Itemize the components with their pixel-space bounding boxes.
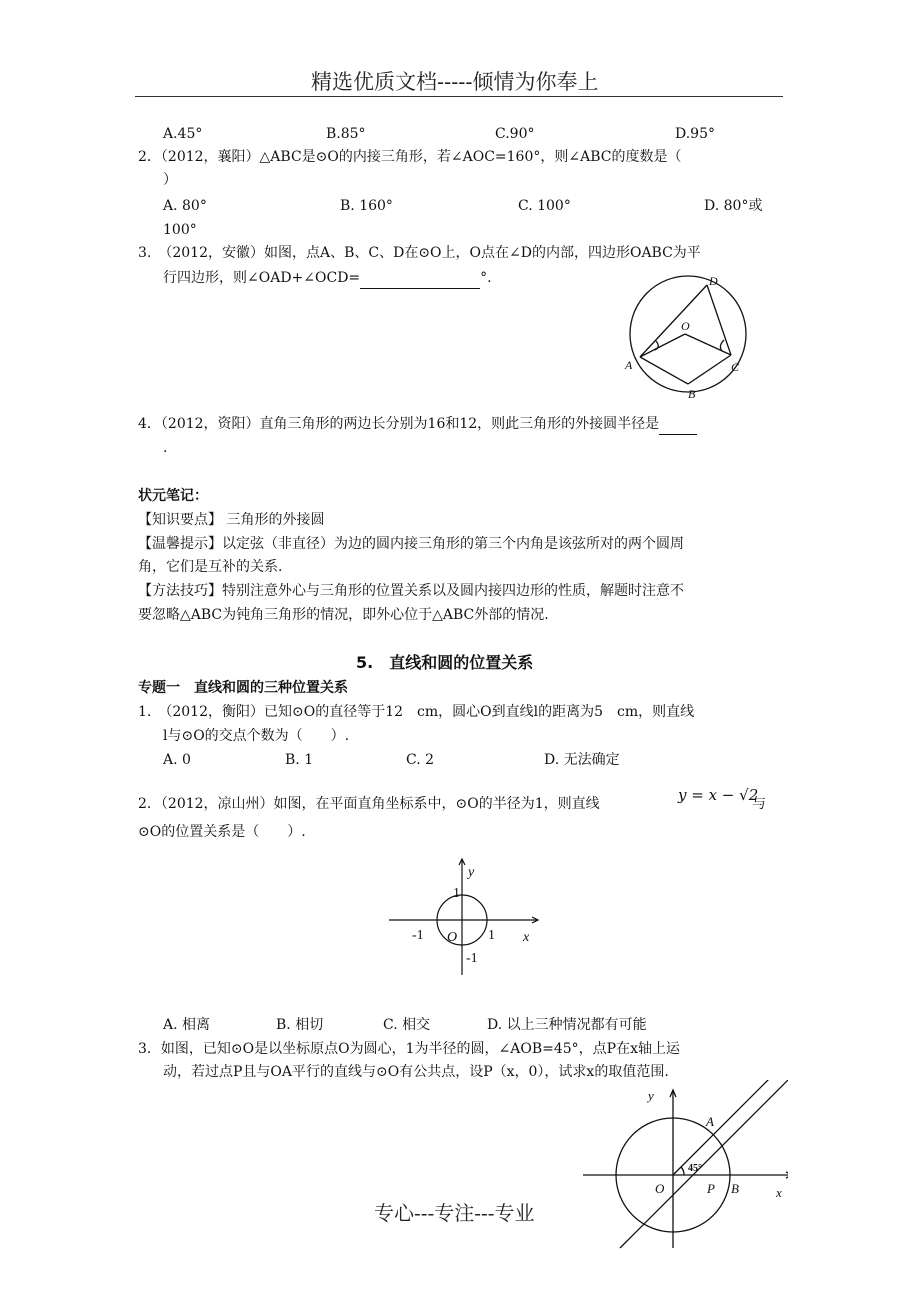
figure-circle [630, 276, 746, 392]
note-method-label: 【方法技巧】 [138, 583, 222, 599]
s2-question-text: 2．（2012，凉山州）如图，在平面直角坐标系中，⊙O的半径为1，则直线 [138, 796, 600, 812]
label-angle: 45° [688, 1163, 702, 1174]
note-key-label: 【知识要点】 [138, 512, 222, 528]
label-c: C [731, 360, 740, 374]
label-b: B [688, 387, 696, 401]
s3-question-text: 3．如图，已知⊙O是以坐标原点O为圆心，1为半径的圆，∠AOB=45°，点P在x轴上运 [138, 1041, 680, 1057]
question-2-option-a: A. 80° [163, 198, 207, 214]
s1-option-d: D. 无法确定 [544, 752, 620, 768]
question-4-text [138, 414, 697, 435]
note-tip-cont: 角，它们是互补的关系. [138, 559, 283, 575]
note-tip [138, 534, 684, 554]
label-d: D [709, 274, 718, 288]
segment-ad [640, 285, 707, 357]
question-2-option-c: C. 100° [518, 198, 571, 214]
s1-option-a: A. 0 [163, 752, 191, 768]
segment-cd [707, 285, 731, 355]
option-d: D.95° [675, 126, 715, 142]
label-one-right: 1 [488, 928, 495, 943]
s3-question-cont: 动，若过点P且与OA平行的直线与⊙O有公共点，设P（x，0），试求x的取值范围. [163, 1064, 669, 1080]
note-tip-label: 【温馨提示】 [138, 536, 222, 552]
option-a: A.45° [163, 126, 203, 142]
label-neg-one-bottom: -1 [466, 951, 478, 966]
label-b: B [731, 1181, 739, 1196]
note-method-cont: 要忽略△ABC为钝角三角形的情况，即外心位于△ABC外部的情况. [138, 607, 549, 623]
option-b: B.85° [326, 126, 366, 142]
note-tip-text: 以定弦（非直径）为边的圆内接三角形的第三个内角是该弦所对的两个圆周 [222, 536, 684, 552]
s2-option-b: B. 相切 [276, 1017, 324, 1033]
question-2-option-d-cont: 100° [163, 222, 197, 238]
label-p: P [707, 1181, 715, 1196]
label-origin: O [655, 1181, 665, 1196]
question-3-text: 3. （2012，安徽）如图，点A、B、C、D在⊙O上，O点在∠D的内部，四边形OABC为平 [138, 245, 701, 261]
label-x: x [776, 1185, 782, 1200]
topic-title: 专题一 直线和圆的三种位置关系 [138, 680, 348, 696]
s2-option-c: C. 相交 [383, 1017, 431, 1033]
circle-quadrilateral-figure [615, 270, 765, 405]
label-y: y [468, 865, 475, 880]
note-method [138, 581, 684, 601]
s1-question-text: 1. （2012，衡阳）已知⊙O的直径等于12 cm，圆心O到直线l的距离为5 cm，则直线 [138, 704, 695, 720]
note-method-text: 特别注意外心与三角形的位置关系以及圆内接四边形的性质，解题时注意不 [222, 583, 684, 599]
label-neg-one-left: -1 [412, 928, 424, 943]
question-2-paren: ） [163, 172, 177, 188]
header-divider [135, 96, 783, 97]
question-4-period: . [163, 440, 168, 456]
question-2-option-d: D. 80°或 [704, 198, 763, 214]
notes-title: 状元笔记： [138, 488, 208, 504]
label-a: A [625, 358, 633, 372]
label-one-top: 1 [453, 886, 460, 901]
s1-question-cont: l与⊙O的交点个数为（ ）. [163, 728, 350, 744]
segment-oc [685, 334, 731, 355]
s2-question-cont: ⊙O的位置关系是（ ）. [138, 824, 306, 840]
note-key-points [138, 510, 324, 530]
s2-formula: y = x − √2 [678, 786, 759, 804]
s1-option-c: C. 2 [406, 752, 435, 768]
label-x: x [523, 930, 530, 945]
label-origin: O [447, 930, 458, 945]
s2-option-a: A. 相离 [163, 1017, 211, 1033]
answer-blank [360, 268, 480, 289]
note-key-text: 三角形的外接圆 [226, 512, 325, 528]
segment-ab [640, 357, 688, 384]
s2-question-end: 与 [752, 796, 766, 812]
option-c: C.90° [495, 126, 535, 142]
label-o: O [681, 319, 690, 333]
label-a: A [706, 1114, 714, 1129]
question-3-suffix: °. [480, 270, 492, 286]
ray-oa [673, 1080, 773, 1175]
page-footer: 专心---专注---专业 [374, 1201, 535, 1225]
angle-arc [681, 1167, 684, 1175]
coordinate-circle-figure [385, 855, 545, 975]
question-3-prefix: 行四边形，则∠OAD+∠OCD= [163, 270, 361, 286]
question-4-body: 4．（2012，资阳）直角三角形的两边长分别为16和12，则此三角形的外接圆半径是 [138, 416, 660, 432]
page-header-title: 精选优质文档-----倾情为你奉上 [311, 70, 599, 94]
question-2-option-b: B. 160° [340, 198, 393, 214]
label-y: y [648, 1088, 654, 1103]
s1-option-b: B. 1 [285, 752, 314, 768]
s2-option-d: D. 以上三种情况都有可能 [487, 1017, 647, 1033]
question-3-line2 [163, 268, 492, 289]
segment-oa [640, 334, 685, 357]
question-2-text: 2．（2012，襄阳）△ABC是⊙O的内接三角形，若∠AOC=160°，则∠ABC的度数是（ [138, 149, 682, 165]
angle-circle-figure [578, 1080, 788, 1250]
section-title: 5. 直线和圆的位置关系 [356, 653, 534, 672]
angle-mark-c [720, 340, 724, 351]
answer-blank [659, 414, 697, 435]
